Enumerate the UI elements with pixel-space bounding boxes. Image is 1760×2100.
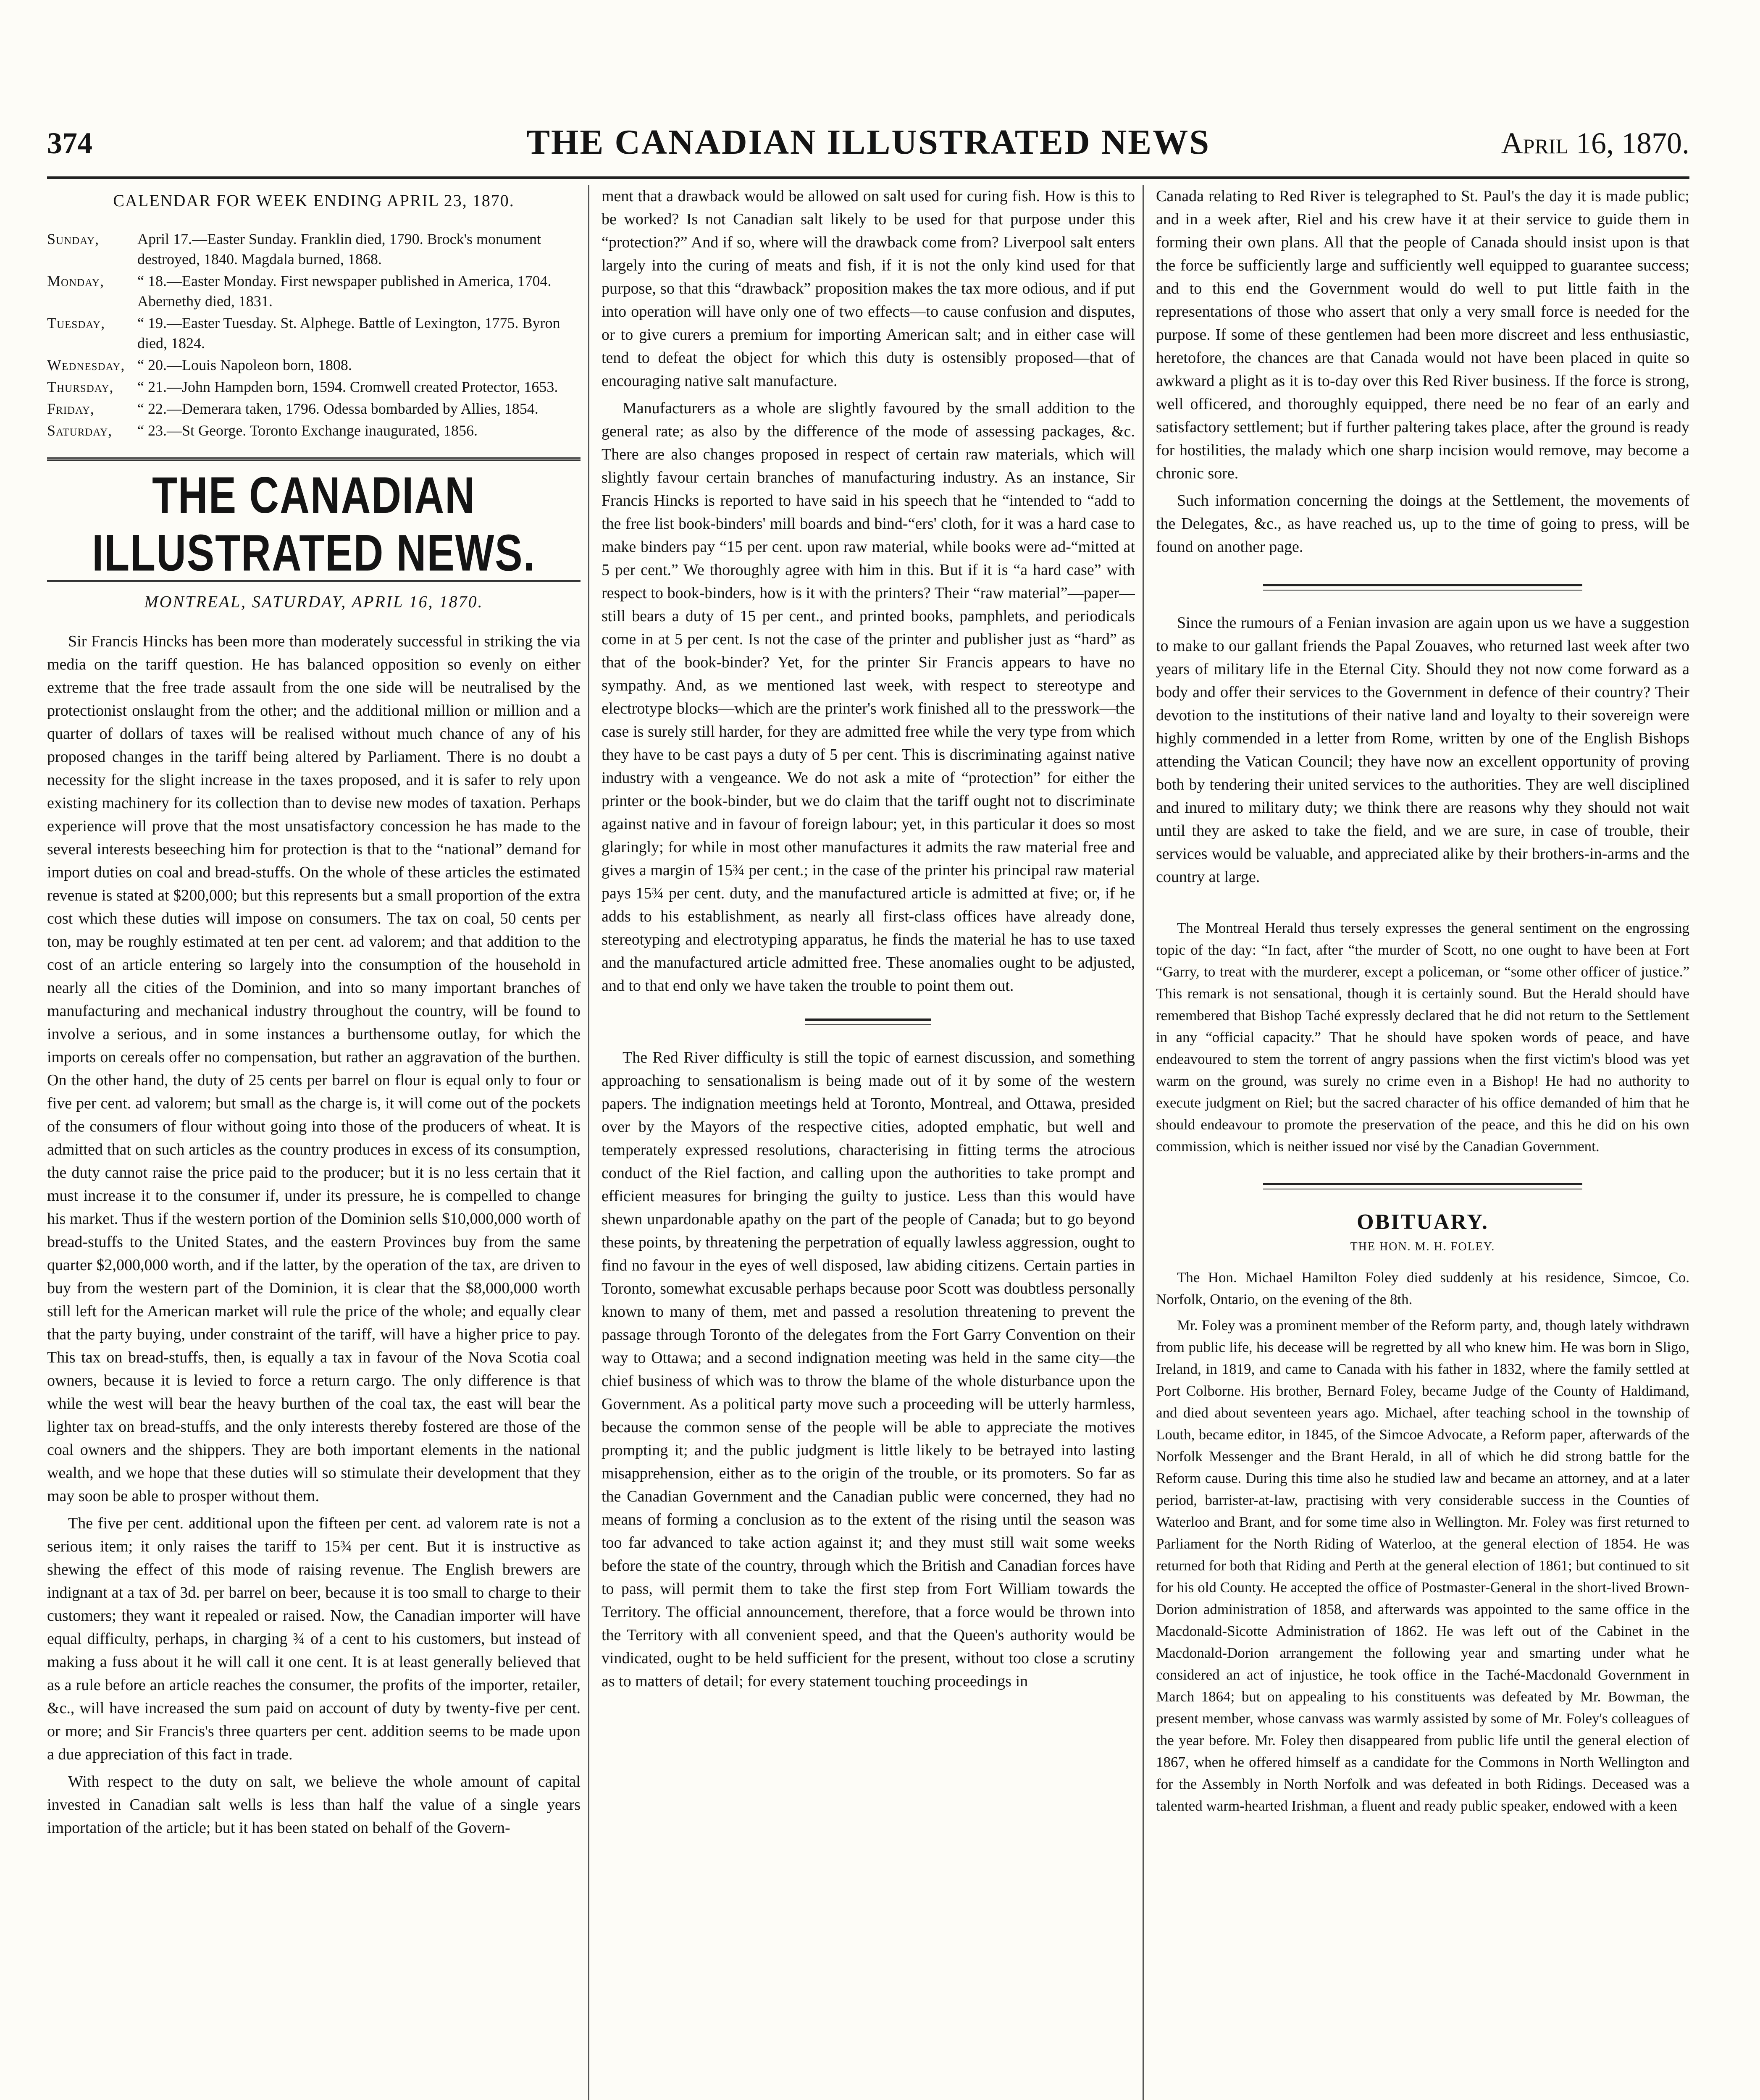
page-number: 374 [47, 126, 92, 160]
page-header [47, 118, 1689, 181]
calendar-day: Thursday, [47, 378, 114, 395]
calendar-day: Wednesday, [47, 357, 125, 373]
calendar-day: Sunday, [47, 231, 99, 247]
calendar-entry: “ 21.—John Hampden born, 1594. Cromwell created Protector, 1653. [137, 378, 558, 395]
calendar-list [47, 229, 581, 441]
calendar-entry: “ 22.—Demerara taken, 1796. Odessa bombarded by Allies, 1854. [137, 400, 539, 417]
article-paragraph: Canada relating to Red River is telegraphed to St. Paul's the day it is made public; and in a week after, Riel and his crew have it at their service to guide them in forming their own plans. All that the people of Canada should insist upon is that the force be sufficiently large and sufficiently well equipped to guarantee success; and to this end the Government would do well to put little faith in the representations of those who assert that only a very small force is needed for the purpose. If some of these gentlemen had been more discreet and less enthusiastic, heretofore, the chances are that Canada would not have been placed in quite so awkward a plight as it is to-day over this Red River business. If the force is strong, well officered, and thoroughly equipped, there need be no fear of an early and satisfactory settlement; but if further paltering takes place, after the ground is ready for hostilities, the malady which one sharp incision would remove, may become a chronic sore. [1156, 187, 1689, 482]
article-separator [1263, 584, 1582, 591]
calendar-row [47, 377, 581, 397]
article-paragraph: ment that a drawback would be allowed on salt used for curing fish. How is this to be worked? Is not Canadian salt likely to be used for that purpose under this “protection?” And if so, where will the drawback come from? Liverpool salt enters largely into the curing of meats and fish, if it is not the only kind used for that purpose, so that this “drawback” proposition makes the tax more odious, and if put into operation will have only one of two effects—to cause confusion and disputes, or to give curers a premium for importing American salt; and in either case will tend to defeat the object for which this duty is ostensibly proposed—that of encouraging native salt manufacture. [602, 187, 1135, 390]
article-paragraph: Sir Francis Hincks has been more than moderately successful in striking the via media on the tariff question. He has balanced opposition so evenly on either extreme that the free trade assault from the one side will be neutralised by the protectionist onslaught from the other; and the additional million or million and a quarter of dollars of taxes will be realised without much chance of any of his proposed changes in the tariff being altered by Parliament. There is no doubt a necessity for the slight increase in the taxes proposed, and it is safer to rely upon existing machinery for its collection than to devise new modes of taxation. Perhaps experience will prove that the most unsatisfactory concession he has made to the several interests beseeching him for protection is that to the “national” demand for import duties on coal and bread-stuffs. On the whole of these articles the estimated revenue is stated at $200,000; but this represents but a small proportion of the extra cost which these duties will impose on consumers. The tax on coal, 50 cents per ton, may be roughly estimated at ten per cent. ad valorem; and that addition to the cost of an article entering so largely into the consumption of the household in nearly all the cities of the Dominion, and into so many important branches of manufacturing and mechanical industry throughout the country, will be found to involve a serious, and in some instances a burthensome outlay, for which the imports on cereals offer no compensation, but rather an aggravation of the burthen. On the other hand, the duty of 25 cents per barrel on flour is equal only to four or five per cent. ad valorem; but small as the charge is, it will come out of the pockets of the consumers of flour without going into those of the producers of wheat. It is admitted that on such articles as the country produces in excess of its consumption, the duty cannot raise the price paid to the producer; but it is no less certain that it must increase it to the consumer if, under its pressure, he is compelled to change his market. Thus if the western portion of the Dominion sells $10,000,000 worth of bread-stuffs to the United States, and the eastern Provinces buy from the same quarter $2,000,000 worth, and if the latter, by the operation of the tax, are driven to buy from the western part of the Dominion, it is clear that the $8,000,000 worth still left for the American market will rule the price of the whole; and equally clear that the party buying, under constraint of the tariff, will have a higher price to pay. This tax on bread-stuffs, then, is equally a tax in favour of the Nova Scotia coal owners, because it is levied to force a return cargo. The only difference is that while the west will bear the heavy burthen of the coal tax, the east will bear the lighter tax on bread-stuffs, and the only interests thereby fostered are those of the coal owners and the shippers. They are both important elements in the national wealth, and we hope that these duties will so stimulate their development that they may soon be able to prosper without them. [47, 633, 581, 1505]
calendar-day: Friday, [47, 400, 95, 417]
calendar-row [47, 399, 581, 419]
column-divider [588, 185, 589, 2100]
article-paragraph: Manufacturers as a whole are slightly favoured by the small addition to the general rate; as also by the difference of the mode of assessing packages, &c. There are also changes proposed in respect of certain raw materials, which will slightly favour certain branches of manufacturing industry. As an instance, Sir Francis Hincks is reported to have said in his speech that he “intended to “add to the free list book-binders' mill boards and bind-“ers' cloth, for it was a hard case to make binders pay “15 per cent. upon raw material, while books were ad-“mitted at 5 per cent.” We thoroughly agree with him in this. But if it is “a hard case” with respect to book-binders, how is it with the printers? Their “raw material”—paper—still bears a duty of 15 per cent., and printed books, pamphlets, and periodicals come in at 5 per cent. Is not the case of the printer and publisher just as “hard” as that of the book-binder? Yet, for the printer Sir Francis appears to have no sympathy. And, as we mentioned last week, with respect to stereotype and electrotype blocks—which are the printer's work finished all to the presswork—the case is surely still harder, for they are admitted free while the very type from which they have to be cast pays a duty of 5 per cent. This is discriminating against native industry with a vengeance. We do not ask a mite of “protection” for either the printer or the book-binder, but we do claim that the tariff ought not to discriminate against native and in favour of foreign labour; yet, in this particular it does so most glaringly; for while in most other manufactures it admits the raw material free and gives a margin of 15¾ per cent.; in the case of the printer his principal raw material pays 15¾ per cent. duty, and the manufactured article is admitted at five; or, if he adds to his establishment, as nearly all first-class offices have already done, stereotyping and electrotyping apparatus, he finds the material he has to use taxed and the manufactured article admitted free. These anomalies ought to be adjusted, and to that end only we have taken the trouble to point them out. [602, 399, 1135, 995]
calendar-row [47, 271, 581, 311]
calendar-row [47, 229, 581, 269]
article-separator [805, 1018, 931, 1025]
obituary-heading: OBITUARY. [1357, 1210, 1489, 1234]
calendar-row [47, 313, 581, 353]
calendar-entry: April 17.—Easter Sunday. Franklin died, 1790. Brock's monument destroyed, 1840. Magdala burned, 1868. [137, 231, 541, 268]
calendar-heading: CALENDAR FOR WEEK ENDING APRIL 23, 1870. [113, 191, 515, 210]
column-2 [602, 185, 1135, 2100]
column-3 [1156, 185, 1689, 2100]
calendar-entry: “ 23.—St George. Toronto Exchange inaugurated, 1856. [137, 422, 478, 439]
running-title: THE CANADIAN ILLUSTRATED NEWS [526, 123, 1211, 162]
issue-date: April 16, 1870. [1501, 126, 1689, 160]
obituary-subheading: THE HON. M. H. FOLEY. [1350, 1240, 1495, 1253]
column-1 [47, 185, 581, 2100]
article-paragraph: The Red River difficulty is still the topic of earnest discussion, and something approaching to sensationalism is being made out of it by some of the western papers. The indignation meetings held at Toronto, Montreal, and Ottawa, presided over by the Mayors of the respective cities, adopted emphatic, but well and temperately expressed resolutions, characterising in fitting terms the atrocious conduct of the Riel faction, and calling upon the authorities to take prompt and efficient measures for bringing the guilty to justice. Less than this would have shewn unpardonable apathy on the part of the people of Canada; but to go beyond these points, by threatening the perpetration of equally lawless aggression, ought to find no favour in the eyes of well disposed, law abiding citizens. Certain parties in Toronto, somewhat excusable perhaps because poor Scott was doubtless personally known to many of them, met and passed a resolution threatening to prevent the passage through Toronto of the delegates from the Fort Garry Convention on their way to Ottawa; and a second indignation meeting was held in the same city—the chief business of which was to throw the blame of the whole disturbance upon the Government. As a political party move such a proceeding will be utterly harmless, because the common sense of the people will be able to appreciate the motives prompting it; and the public judgment is little likely to be betrayed into lasting misapprehension, either as to the origin of the trouble, or its promoters. So far as the Canadian Government and the Canadian public were concerned, they had no means of forming a conclusion as to the extent of the rising until the season was too far advanced to take action against it; and they must still wait some weeks before the state of the country, through which the British and Canadian forces have to pass, will permit them to take the first step from Fort William towards the Territory. The official announcement, therefore, that a force would be thrown into the Territory with all convenient speed, and that the Queen's authority would be vindicated, ought to be held sufficient for the present, without too close a scrutiny as to matters of detail; for every statement touching proceedings in [602, 1049, 1135, 1690]
article-separator [1263, 1183, 1582, 1189]
obituary-paragraph: Mr. Foley was a prominent member of the Reform party, and, though lately withdrawn from public life, his decease will be regretted by all who knew him. He was born in Sligo, Ireland, in 1819, and came to Canada with his father in 1832, where the family settled at Port Colborne. His brother, Bernard Foley, became Judge of the County of Haldimand, and died about seventeen years ago. Michael, after teaching school in the township of Louth, became editor, in 1845, of the Simcoe Advocate, a Reform paper, afterwards of the Norfolk Messenger and the Brant Herald, in all of which he did strong battle for the Reform cause. During this time also he studied law and became an attorney, and at a later period, barrister-at-law, practising with very considerable success in the Counties of Waterloo and Brant, and for some time also in Wellington. Mr. Foley was first returned to Parliament for the North Riding of Waterloo, at the general election of 1854. He was returned for both that Riding and Perth at the general election of 1861; but continued to sit for his old County. He accepted the office of Postmaster-General in the short-lived Brown-Dorion administration of 1858, and afterwards was appointed to the same office in the Macdonald-Sicotte Administration of 1862. He was left out of the Cabinet in the Macdonald-Dorion arrangement the following year and smarting under what he considered an act of injustice, he took office in the Taché-Macdonald Government in March 1864; but on appealing to his constituents was defeated by Mr. Bowman, the present member, whose canvass was warmly assisted by some of Mr. Foley's colleagues of the year before. Mr. Foley then disappeared from public life until the general election of 1867, when he offered himself as a candidate for the Commons in North Wellington and for the Assembly in North Norfolk and was defeated in both Ridings. Deceased was a talented warm-hearted Irishman, a fluent and ready public speaker, endowed with a keen [1156, 1317, 1689, 1814]
header-rule [47, 176, 1689, 179]
column-divider [1143, 185, 1144, 2100]
calendar-row [47, 420, 581, 441]
section-rule [47, 457, 581, 461]
calendar-entry: “ 20.—Louis Napoleon born, 1808. [137, 357, 352, 373]
calendar-entry: “ 18.—Easter Monday. First newspaper published in America, 1704. Abernethy died, 1831. [137, 273, 552, 310]
calendar-row [47, 355, 581, 375]
article-paragraph: With respect to the duty on salt, we believe the whole amount of capital invested in Canadian salt wells is less than half the value of a single years importation of the article; but it has been stated on behalf of the Govern- [47, 1773, 581, 1837]
paper-title: THE CANADIAN ILLUSTRATED NEWS. [92, 466, 536, 582]
calendar-day: Monday, [47, 273, 104, 289]
article-paragraph: Since the rumours of a Fenian invasion are again upon us we have a suggestion to make to our gallant friends the Papal Zouaves, who returned last week after two years of military life in the Eternal City. Should they not now come forward as a body and offer their services to the Government in defence of their country? Their devotion to the institutions of their native land and loyalty to their sovereign were highly commended in a letter from Rome, written by one of the English Bishops attending the Vatican Council; they have now an excellent opportunity of proving both by tendering their united services to the authorities. They are well disciplined and inured to military duty; we think there are reasons why they should not wait until they are asked to take the field, and we are sure, in case of trouble, their services would be valuable, and appreciated alike by their brothers-in-arms and the country at large. [1156, 614, 1689, 886]
calendar-day: Saturday, [47, 422, 113, 439]
calendar-day: Tuesday, [47, 315, 105, 331]
article-paragraph: The five per cent. additional upon the fifteen per cent. ad valorem rate is not a serious item; it only raises the tariff to 15¾ per cent. But it is instructive as shewing the effect of this mode of raising revenue. The English brewers are indignant at a tax of 3d. per barrel on beer, because it is too small to charge to their customers; they want it repealed or raised. Now, the Canadian importer will have equal difficulty, perhaps, in charging ¾ of a cent to his customers, but instead of making a fuss about it he will call it one cent. It is at least generally believed that as a rule before an article reaches the consumer, the profits of the importer, retailer, &c., will have increased the sum paid on account of duty by twenty-five per cent. or more; and Sir Francis's three quarters per cent. addition seems to be made upon a due appreciation of this fact in trade. [47, 1515, 581, 1763]
obituary-paragraph: The Hon. Michael Hamilton Foley died suddenly at his residence, Simcoe, Co. Norfolk, Ontario, on the evening of the 8th. [1156, 1269, 1689, 1307]
article-paragraph: Such information concerning the doings at the Settlement, the movements of the Delegates, &c., as have reached us, up to the time of going to press, will be found on another page. [1156, 492, 1689, 556]
calendar-entry: “ 19.—Easter Tuesday. St. Alphege. Battle of Lexington, 1775. Byron died, 1824. [137, 315, 560, 352]
article-paragraph: The Montreal Herald thus tersely expresses the general sentiment on the engrossing topic of the day: “In fact, after “the murder of Scott, no one ought to have been at Fort “Garry, to treat with the murderer, except a policeman, or “some other officer of justice.” This remark is not sensational, though it is certainly sound. But the Herald should have remembered that Bishop Taché expressly declared that he did not return to the Settlement in any “official capacity.” That he should have spoken words of peace, and have endeavoured to stem the torrent of angry passions when the first victim's blood was yet warm on the ground, was surely no crime even in a Bishop! He had no authority to execute judgment on Riel; but the sacred character of his office demanded of him that he should endeavour to promote the preservation of the peace, and this he did on his own commission, which is neither issued nor visé by the Canadian Government. [1156, 920, 1689, 1155]
dateline: MONTREAL, SATURDAY, APRIL 16, 1870. [144, 592, 483, 611]
